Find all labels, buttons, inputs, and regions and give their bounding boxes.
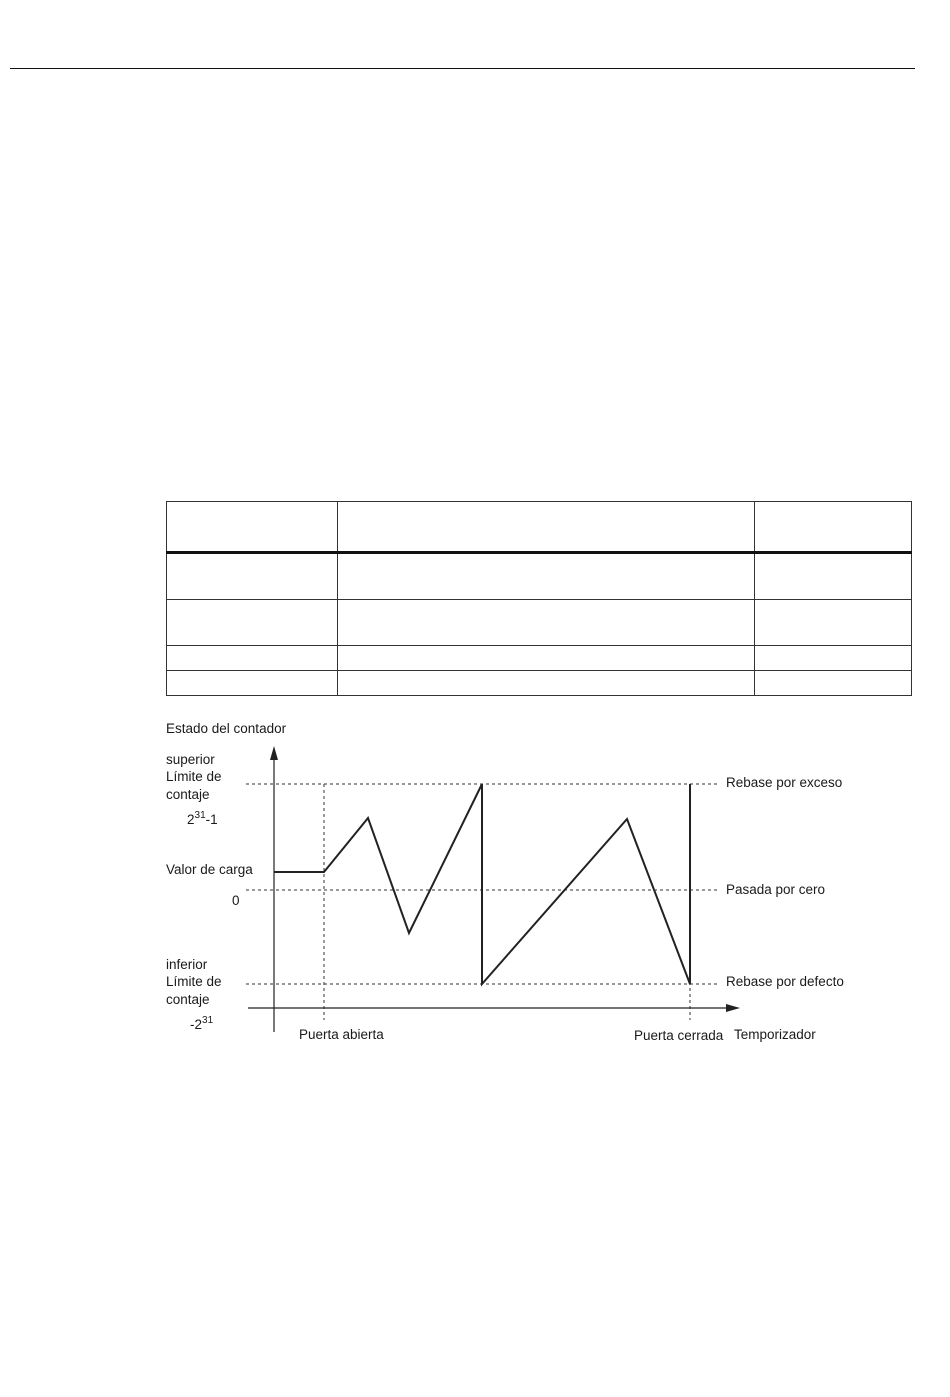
load-value-label: Valor de carga — [166, 862, 253, 877]
lower-limit-base: -2 — [190, 1017, 203, 1032]
upper-limit-line3: contaje — [166, 787, 210, 802]
lower-limit-value — [190, 1012, 213, 1033]
lower-limit-line3: contaje — [166, 992, 210, 1007]
upper-limit-suffix: -1 — [205, 812, 218, 827]
zero-value-label: 0 — [232, 893, 240, 908]
upper-limit-base: 2 — [187, 812, 195, 827]
overflow-label: Rebase por exceso — [726, 775, 843, 790]
lower-limit-exponent: 31 — [202, 1015, 214, 1026]
counter-value-curve — [274, 784, 690, 984]
upper-limit-value — [187, 807, 218, 828]
upper-limit-line1: superior — [166, 752, 215, 767]
gate-closed-label: Puerta cerrada — [634, 1028, 724, 1043]
x-axis-title: Temporizador — [734, 1027, 816, 1042]
x-axis-arrow-icon — [726, 1004, 740, 1012]
upper-limit-exponent: 31 — [194, 810, 206, 821]
lower-limit-line2: Límite de — [166, 974, 222, 989]
axis-y-title: Estado del contador — [166, 721, 287, 736]
underflow-label: Rebase por defecto — [726, 974, 844, 989]
lower-limit-line1: inferior — [166, 957, 208, 972]
gate-open-label: Puerta abierta — [299, 1027, 384, 1042]
zero-pass-label: Pasada por cero — [726, 882, 826, 897]
upper-limit-line2: Límite de — [166, 769, 222, 784]
y-axis-arrow-icon — [270, 746, 278, 760]
